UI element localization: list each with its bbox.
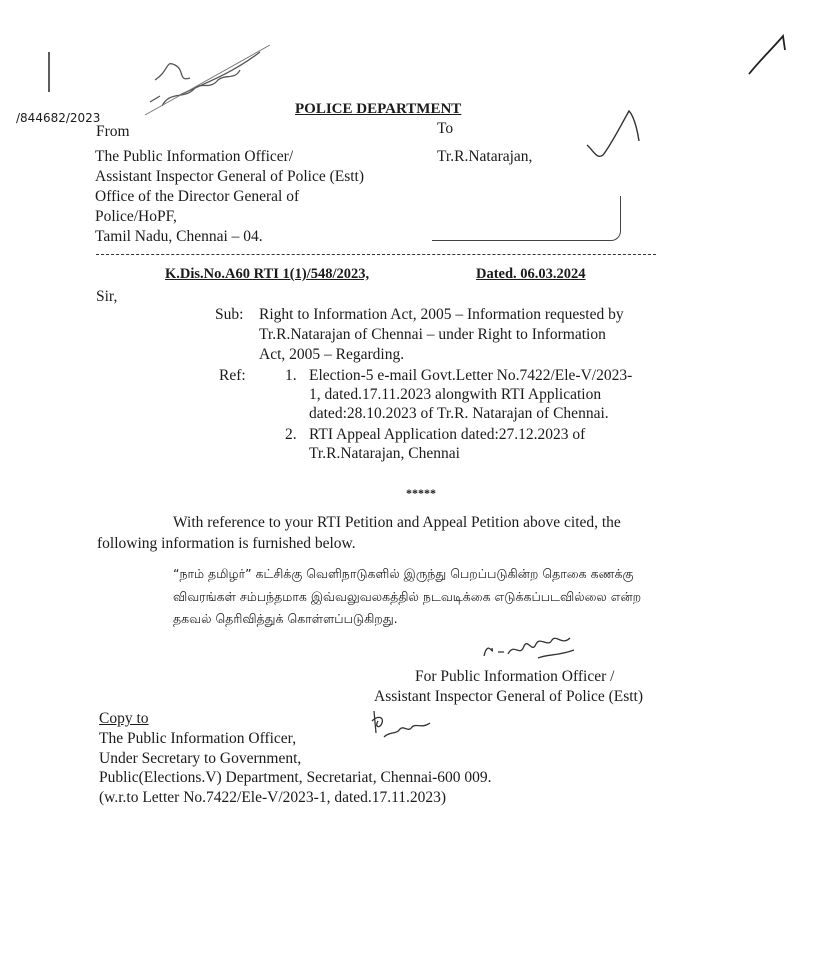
subject-line-3: Act, 2005 – Regarding. bbox=[259, 346, 405, 363]
dis-number: K.Dis.No.A60 RTI 1(1)/548/2023, bbox=[165, 266, 370, 282]
to-address-tick-mark bbox=[585, 105, 645, 165]
from-line-2: Assistant Inspector General of Police (Estt) bbox=[95, 168, 365, 185]
from-line-5: Tamil Nadu, Chennai – 04. bbox=[95, 228, 263, 245]
from-line-3: Office of the Director General of bbox=[95, 188, 300, 205]
subject-label: Sub: bbox=[215, 306, 244, 323]
from-label: From bbox=[96, 123, 130, 140]
subject-line-1: Right to Information Act, 2005 – Information requested by bbox=[259, 306, 624, 323]
margin-pen-mark bbox=[40, 50, 60, 100]
officer-signature bbox=[478, 628, 588, 668]
letter-date: Dated. 06.03.2024 bbox=[476, 266, 586, 282]
copy-line-3: Public(Elections.V) Department, Secretariat, Chennai-600 009. bbox=[99, 769, 492, 786]
tamil-line-1: “நாம் தமிழர்” கட்சிக்கு வெளிநாடுகளில் இருந்து பெறப்படுகின்ற தொகை கணக்கு bbox=[173, 566, 634, 581]
separator-line bbox=[96, 254, 656, 255]
redacted-address-box bbox=[432, 196, 621, 241]
copy-line-4: (w.r.to Letter No.7422/Ele-V/2023-1, dated.17.11.2023) bbox=[99, 789, 447, 806]
top-right-tick-mark bbox=[745, 30, 795, 80]
to-label: To bbox=[437, 120, 454, 137]
tamil-line-3: தகவல் தெரிவித்துக் கொள்ளப்படுகிறது. bbox=[173, 611, 398, 626]
subject-line-2: Tr.R.Natarajan of Chennai – under Right to Information bbox=[259, 326, 606, 343]
signature-line-2: Assistant Inspector General of Police (Estt) bbox=[374, 688, 644, 705]
reference-2-line-1: RTI Appeal Application dated:27.12.2023 of bbox=[309, 426, 586, 443]
handwritten-inward-stamp bbox=[140, 40, 280, 120]
initial-signature bbox=[370, 705, 440, 745]
reference-1-number: 1. bbox=[285, 367, 297, 384]
reference-label: Ref: bbox=[219, 367, 246, 384]
reference-1-line-1: Election-5 e-mail Govt.Letter No.7422/Ele-V/2023- bbox=[309, 367, 633, 384]
tamil-line-2: விவரங்கள் சம்பந்தமாக இவ்வலுவலகத்தில் நடவடிக்கை எடுக்கப்படவில்லை என்ற bbox=[173, 589, 642, 604]
reference-1-line-3: dated:28.10.2023 of Tr.R. Natarajan of Chennai. bbox=[309, 405, 609, 422]
signature-line-1: For Public Information Officer / bbox=[415, 668, 615, 685]
reference-2-number: 2. bbox=[285, 426, 297, 443]
reference-number: /844682/2023 bbox=[16, 111, 101, 125]
salutation: Sir, bbox=[96, 288, 118, 305]
reference-2-line-2: Tr.R.Natarajan, Chennai bbox=[309, 445, 460, 462]
department-heading: POLICE DEPARTMENT bbox=[295, 101, 462, 117]
body-line-1: With reference to your RTI Petition and Appeal Petition above cited, the bbox=[173, 514, 621, 531]
from-line-4: Police/HoPF, bbox=[95, 208, 177, 225]
copy-to-heading: Copy to bbox=[99, 710, 149, 727]
copy-line-2: Under Secretary to Government, bbox=[99, 750, 302, 767]
reference-1-line-2: 1, dated.17.11.2023 alongwith RTI Application bbox=[309, 386, 602, 403]
to-name: Tr.R.Natarajan, bbox=[437, 148, 533, 165]
from-line-1: The Public Information Officer/ bbox=[95, 148, 294, 165]
copy-line-1: The Public Information Officer, bbox=[99, 730, 297, 747]
body-line-2: following information is furnished below. bbox=[97, 535, 356, 552]
section-stars: ***** bbox=[406, 486, 436, 500]
